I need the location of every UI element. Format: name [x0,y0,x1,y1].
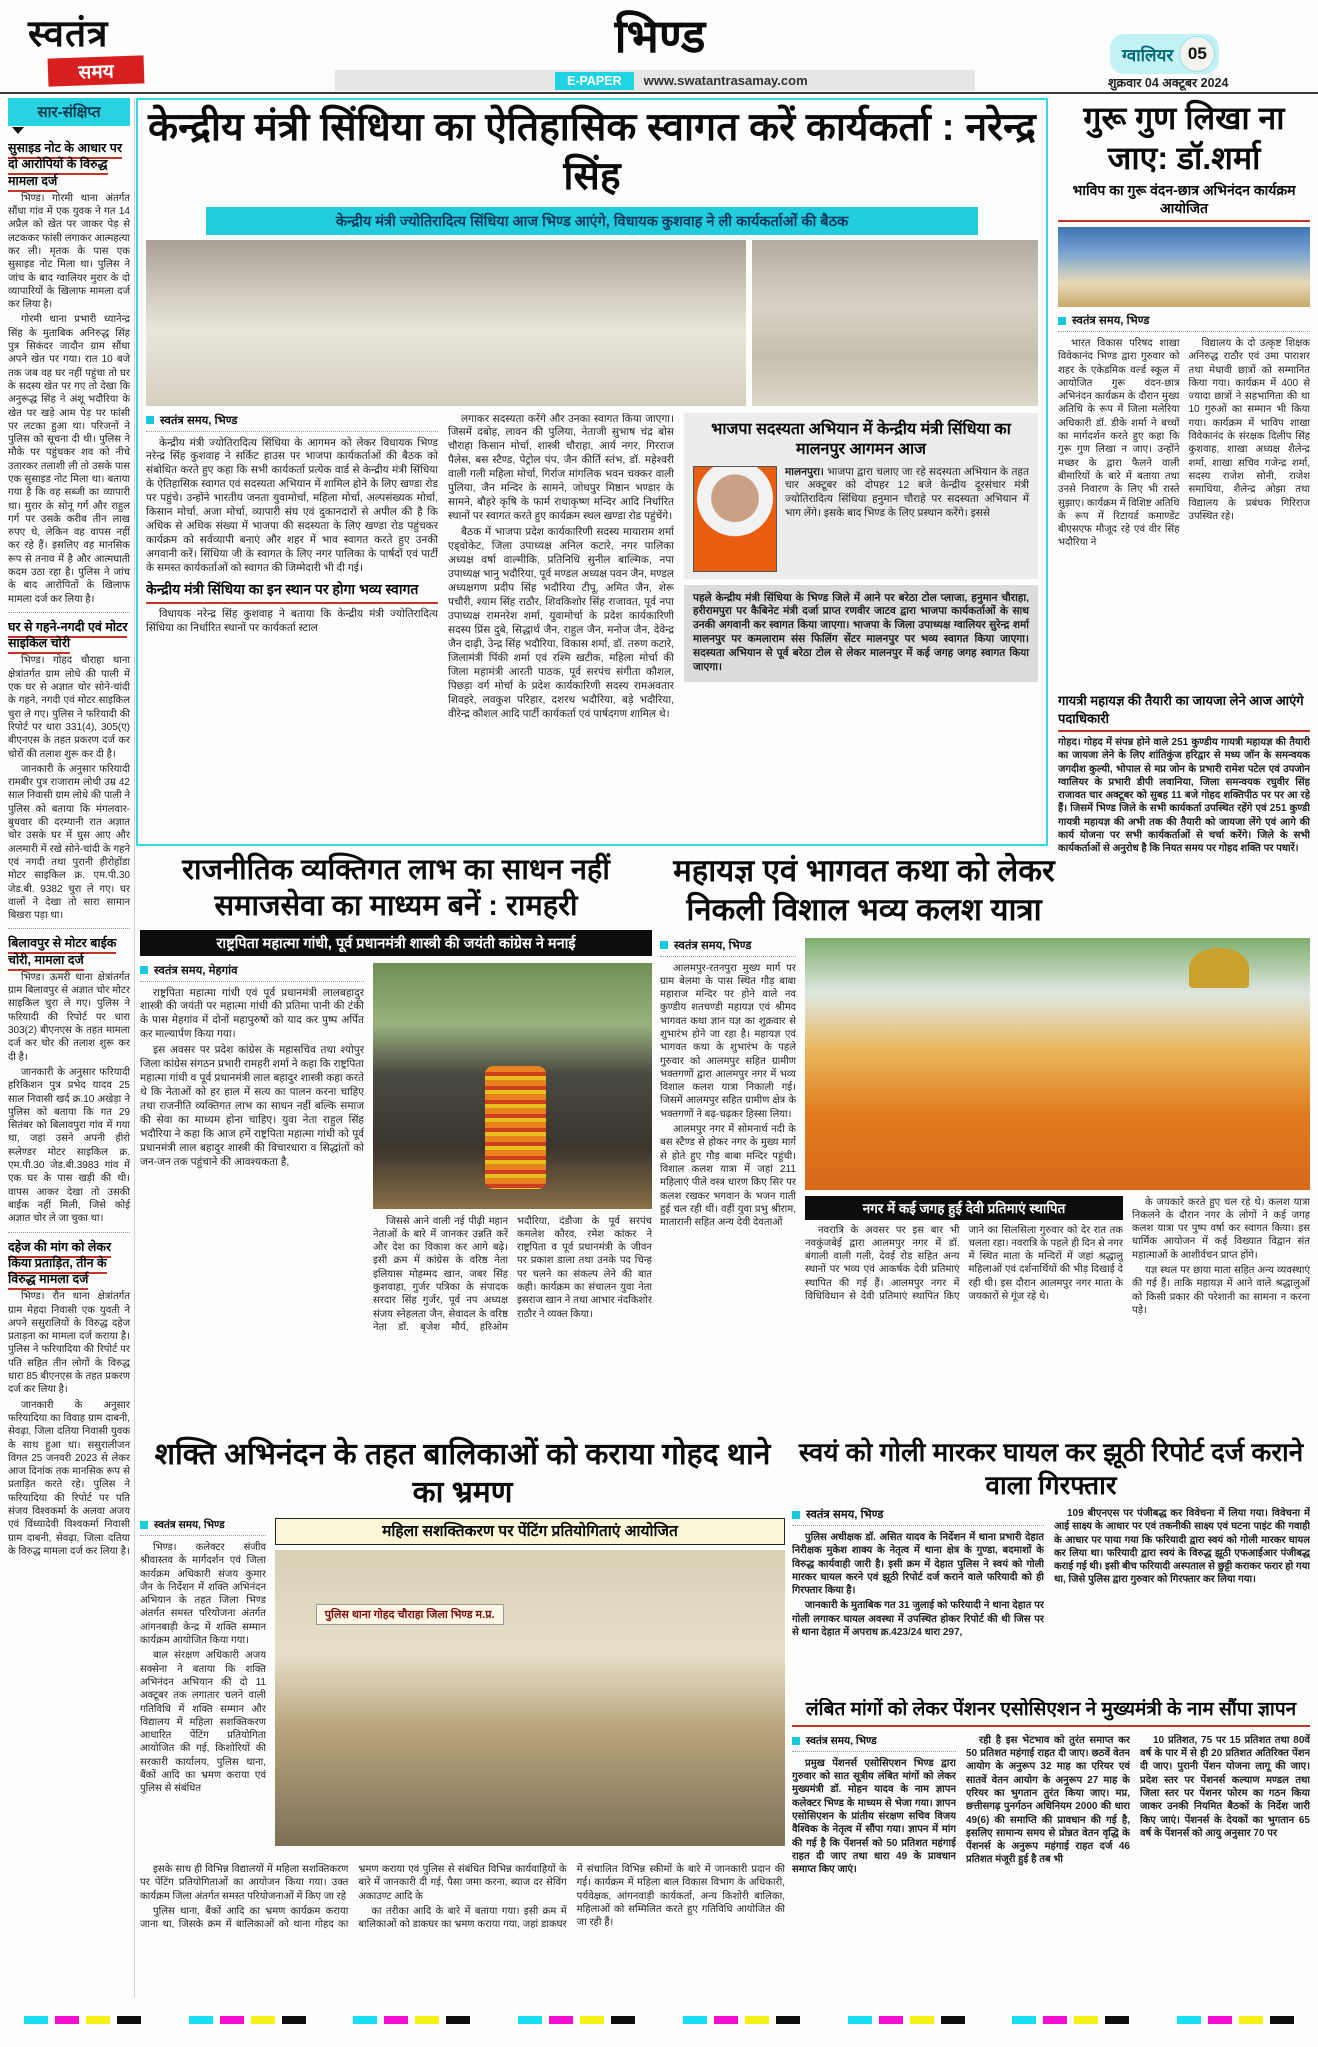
paragraph: विद्यालय के दो उत्कृष्ट शिक्षक अनिरुद्ध राठौर एवं उमा पाराशर तथा मेधावी छात्रों को सम्मानित किया गया। कार्यक्रम में 400 से ज्यादा छात्रों ने सहभागिता की था 10 गुरुओं का सम्मान भी किया गया। कार्यक्रम में भाविप शाखा विवेकानंद के संरक्षक दिलीप सिंह कुशवाह, शाखा अध्यक्ष शैलेन्द्र शर्मा, शाखा सचिव गजेन्द्र शर्मा, सदस्य राजेश सोनी, राजेश समाधिया, शैलेन्द्र ओझा तथा विद्यालय के प्रबंधक गिरिराज उपस्थित रहे। [1188,338,1310,522]
photo-kalash-yatra-procession [805,938,1310,1190]
paragraph: यज्ञ स्थल पर छाया माता सहित अन्य व्यवस्थाएं की गई हैं। ताकि महायज्ञ में आने वाले श्रद्धालुओं को किसी प्रकार की परेशानी का सामना न करना पड़े। [1132,1264,1310,1316]
lead-column-2 [448,413,674,785]
sidebar-title: सार-संक्षिप्त [8,98,130,126]
paragraph: भारत विकास परिषद शाखा विवेकानंद भिण्ड द्वारा गुरुवार को शहर के एकेडमिक वर्ल्ड स्कूल में आयोजित गुरू वंदन-छात्र अभिनंदन कार्यक्रम के दौरान मुख्य अतिथि के रूप में जिला मलेरिया अधिकारी डॉ. डीके शर्मा ने बच्चों का मार्गदर्शन करते हुए कहा कि गुरू गुण लिखा न जाए। उन्होंने मच्छर के द्वारा फैलने वाली बीमारियों के बारे में बताया तथा उनसे निवारण के लिए भी रास्ते सुझाए। कार्यक्रम में विशिष्ट अतिथि के रूप में रिटायर्ड कमाण्डेंट बीएसएफ मौजूद रहे एवं वीर सिंह भदौरिया ने [1058,338,1180,549]
byline-bullet-icon [140,966,148,974]
guru-headline: गुरू गुण लिखा ना जाए: डॉ.शर्मा [1083,100,1285,176]
byline-bullet-icon [146,416,154,424]
paragraph: भिण्ड। गोहद चौराहा थाना क्षेत्रांतर्गत ग्राम लोधे की पाली में एक घर से अज्ञात चोर सोने-चांदी के गहने, नगदी एवं मोटर साइकिल चुरा ले गए। पुलिस ने फरियादी की रिपोर्ट पर धारा 331(4), 305(ए) बीएनएस के तहत प्रकरण दर्ज कर चोरों की तलाश शुरू कर दी है। [8,655,130,760]
paragraph: विधायक नरेन्द्र सिंह कुशवाह ने बताया कि केन्द्रीय मंत्री ज्योतिरादित्य सिंधिया का निर्धारित स्थानों पर कार्यकर्ता स्टाल [146,608,438,634]
byline-bullet-icon [1058,317,1066,325]
cmyk-bar [24,2016,141,2024]
byline-bullet-icon [660,941,668,949]
paragraph: पुलिस अधीक्षक डॉ. असित यादव के निर्देशन में थाना प्रभारी देहात निरीक्षक मुकेश शाक्य के नेतृत्व में थाना क्षेत्र के गुण्डा, बदमाशों के विरुद्ध कार्यवाही जारी है। इसी क्रम में देहात पुलिस ने स्वयं को गोली मारकर घायल करने एवं झूठी रिपोर्ट दर्ज कराने वाले फरियादी को ही गिरफ्तार किया है। [792,1532,1044,1597]
shakti-headline: शक्ति अभिनंदन के तहत बालिकाओं को कराया गोहद थाने का भ्रमण [154,1438,771,1509]
pensioner-body [792,1734,1310,1984]
paragraph: जानकारी के मुताबिक गत 31 जुलाई को फरियादी ने थाना देहात पर गोली लगाकर घायल अवस्था में उपस्थित होकर रिपोर्ट की थी जिस पर से थाना देहात में अपराध क्र.423/24 धारा 297, [792,1600,1044,1639]
congress-headline: राजनीतिक व्यक्तिगत लाभ का साधन नहीं समाजसेवा का माध्यम बनें : रामहरी [182,854,610,923]
paragraph: भाजपा द्वारा चलाए जा रहे सदस्यता अभियान के तहत चार अक्टूबर को दोपहर 12 बजे केन्द्रीय दूरसंचार मंत्री ज्योतिरादित्य सिंधिया हनुमान चौराहे पर सदस्यता अभियान में भाग लेंगे। इसके बाद भिण्ड के लिए प्रस्थान करेंगे। इससे [785,465,1029,520]
paragraph: बाल संरक्षण अधिकारी अजय सक्सेना ने बताया कि शक्ति अभिनंदन अभियान की दो 11 अक्टूबर तक लगातार चलने वाली गतिविधि में शक्ति सम्मान और विद्यालय में महिला सशक्तिकरण आधारित पेंटिंग प्रतियोगिता आयोजित की गई, किशोरियों की सरकारी कार्यालय, पुलिस थाना, बैंकों आदि का भ्रमण कराया एवं पुलिस से संबंधित [140,1650,266,1795]
photo-bjp-meeting [146,240,746,406]
pensioner-article[interactable] [792,1698,1310,2004]
lead-headline: केन्द्रीय मंत्री सिंधिया का ऐतिहासिक स्वागत करें कार्यकर्ता : नरेन्द्र सिंह [148,106,1036,198]
box-body-row [693,466,1029,572]
byline: स्वतंत्र समय, भिण्ड [146,413,438,432]
lead-body [146,413,1038,785]
congress-right [373,963,652,1393]
paragraph: नवरात्रि के अवसर पर इस बार भी नवकुंजबेई द्वारा आलमपुर नगर में डॉ. बंगाली वाली गली, देवई रोड सहित अन्य स्थानों पर भव्य एवं आकर्षक देवी प्रतिमाएं स्थापित की गई हैं। आलमपुर नगर में विधिविधान से देवी प्रतिमाएं स्थापित किए जाने का सिलसिला गुरुवार को देर रात तक चलता रहा। नवरात्रि के पहले ही दिन से नगर में स्थित माता के मन्दिरों में जहां श्रद्धालु महिलाओं एवं दर्शनार्थियों की भीड़ दिखाई दे रही थी। इस दौरान आलमपुर नगर माता के जयकारों से गूंज रहे थे। [805,1224,1123,1302]
cmyk-bar [848,2016,965,2024]
kalash-column-1 [660,938,796,1376]
photo-guru-vandan-event [1058,227,1310,307]
false-fir-headline: स्वयं को गोली मारकर घायल कर झूठी रिपोर्ट दर्ज कराने वाला गिरफ्तार [798,1437,1304,1500]
paragraph: रही है इस भेटभाव को तुरंत समाप्त कर 50 प्रतिशत महंगाई राहत दी जाए। छठवें वेतन आयोग के अनुरूप 32 माह का एरियर एवं सातवें वेतन आयोग के अनुरूप 27 माह के एरियर का भुगतान तुरंत किया जाए। मप्र, छत्तीसगढ़ पुनर्गठन अधिनियम 2000 की धारा 49(6) की समाप्ति की प्रावधान की गई है, इसलिए सामान्य समय से प्रोन्नत वेतन वृद्धि के पेंशनर्स के अनुरूप महंगाई राहत दर्ज 46 प्रतिशत मंजूरी हुई है तब भी [966,1734,1130,1866]
sidebar-story-body [8,1290,130,1558]
paragraph: केन्द्रीय मंत्री ज्योतिरादित्य सिंधिया के आगमन को लेकर विधायक भिण्ड नरेन्द्र सिंह कुशवाह ने सर्किट हाउस पर भाजपा कार्यकर्ताओं की बैठक को संबोधित करते हुए कहा कि सभी कार्यकर्ता प्रत्येक वार्ड से केन्द्रीय मंत्री सिंधिया के ऐतिहासिक स्वागत एवं सदस्यता अभियान में शामिल होने के लिए खण्डा रोड पर पहुंचे। उन्होंने भारतीय जनता युवामोर्चा, महिला मोर्चा, अल्पसंख्यक मोर्चा, किसान मोर्चा, अजा मोर्चा, व्यापारी संघ एवं दुकानदारों से अपील की है कि अधिक से अधिक संख्या में भाजपा की सदस्यता के लिए खण्डा रोड पहुंचकर कार्यक्रम को सर्वव्यापी बनाएं और शहर में भाव स्वागत करते हुए उनकी अगवानी करें। सिंधिया जी के स्वागत के लिए नगर पालिका के पार्षदों एवं पार्टी के समस्त कार्यकर्ताओं को स्वागत की जिम्मेदारी भी दी गई। [146,436,438,575]
page-city-title: भिण्ड [614,10,706,62]
sidebar-story-1[interactable] [8,140,130,606]
temple-dome-decor [1189,948,1249,988]
dateline: मालनपुरा। [785,465,824,478]
byline-bullet-icon [792,1511,800,1519]
guru-body [1058,337,1310,685]
congress-column-1 [140,963,364,1393]
congress-jayanti-article[interactable] [140,852,652,1430]
cmyk-bar [1177,2016,1294,2024]
cmyk-bar [1012,2016,1129,2024]
garland-decor [485,1066,546,1189]
byline: स्वतंत्र समय, भिण्ड [792,1734,956,1752]
paragraph: पुलिस थाना, बैंकों आदि का भ्रमण कार्यक्रम कराया जाना था, जिसके क्रम में बालिकाओं को थाना गोहद का भ्रमण कराया एवं पुलिस से संबंधित विभिन्न कार्यवाहियों के बारे में जानकारी दी गई, पैसा जमा करना, ब्याज दर सेविंग अकाउण्ट आदि के [140,1864,567,1931]
photo-gohad-police-station-visit [275,1550,785,1846]
paragraph: आलमपुर नगर में सोमनार्थ नदी के बस स्टैण्ड से होकर नगर के मुख्य मार्ग से होते हुए गौड़ बाबा मन्दिर पहुंची। विशाल कलश यात्रा में जहां 211 महिलाएं पीले वस्त्र धारण किए सिर पर कलश रखकर भगवान के भजन गाती हुई चल रही थीं। वहीं युवा प्रभु श्रीराम, मातारानी सहित अन्य देवी देवताओं [660,1124,796,1229]
box-headline: भाजपा सदस्यता अभियान में केन्द्रीय मंत्री सिंधिया का मालनपुर आगमन आज [711,420,1011,458]
newspaper-logo [28,6,144,85]
paragraph: भिण्ड। कलेक्टर संजीव श्रीवास्तव के मार्गदर्शन एवं जिला कार्यक्रम अधिकारी संजय कुमार जैन के निर्देशन में शक्ति अभिनंदन अभियान के तहत जिला भिण्ड अंतर्गत समस्त परियोजना अंतर्गत आंगनबाड़ी केन्द्र में शक्ति सम्मान कार्यक्रम आयोजित किया गया। [140,1542,266,1647]
photo-workers-gathering [752,240,1038,406]
page-number: 05 [1179,36,1215,72]
paragraph: 10 प्रतिशत, 75 पर 15 प्रतिशत तथा 80वें वर्ष के पार में से ही 20 प्रतिशत अतिरिक्त पेंशन दी जाए। पुरानी पेंशन योजना लागू की जाए। प्रदेश स्तर पर पेंशनर्स कल्याण मण्डल तथा जिला स्तर पर पेंशनर फोरम का गठन किया जाकर उनकी नियमित बैठकों के निर्देश जारी किए जाएं। पेंशनर्स के देयकों का भुगतान 65 वर्ष के पेंशनर्स को आयु अनुसार 70 पर [1140,1734,1310,1839]
welcome-route-box: पहले केन्द्रीय मंत्री सिंधिया के भिण्ड जिले में आने पर बरेठा टोल प्लाजा, हनुमान चौराहा, हरीरामपुरा पर कैबिनेट मंत्री दर्जा प्राप्त रणवीर जाटव द्वारा भाजपा कार्यकर्ताओं के साथ उनकी अगवानी कर स्वागत किया जाएगा। भाजपा के जिला उपाध्यक्ष ग्वालियर सुरेन्द्र शर्मा मालनपुर पर कमलाराम संस फिलिंग सेंटर मालनपुर पर भव्य स्वागत किया जाएगा। सदस्यता अभियान से पूर्व बरेठा टोल से लेकर मालनपुर में कई जगह जगह स्वागत किया जाएगा। [684,585,1038,683]
cmyk-bar [353,2016,470,2024]
byline: स्वतंत्र समय, भिण्ड [140,1518,266,1536]
paragraph: आलमपुर-रतनपुरा मुख्य मार्ग पर ग्राम बेलमा के पास स्थित गौड़ बाबा महाराज मन्दिर पर होने वाले नव कुण्डीय शतचण्डी महायज्ञ एवं श्रीमद भागवत कथा ज्ञान यज्ञ का शुक्रवार से शुभारंभ होने जा रहा है। महायज्ञ एवं भागवत कथा के शुभारंभ के पहले गुरुवार को आलमपुर सहित ग्रामीण भक्तगणों द्वारा आलमपुर नगर में भव्य विशाल कलश यात्रा निकाली गई। जिसमें आलमपुर सहित ग्रामीण क्षेत्र के भक्तगणों ने बढ़-चढ़कर हिस्सा लिया। [660,962,796,1120]
kalash-yatra-article[interactable] [660,852,1310,1430]
sidebar-story-body [8,971,130,1226]
cmyk-bar [518,2016,635,2024]
edition-date: शुक्रवार 04 अक्टूबर 2024 [1108,76,1229,90]
header-strip [335,70,975,91]
paragraph: राष्ट्रपिता महात्मा गांधी एवं पूर्व प्रधानमंत्री लालबहादुर शास्त्री की जयंती पर महात्मा गांधी की प्रतिमा पानी की टंकी के पास मेहगांव में दोनों महापुरुषों को याद कर पुष्प अर्पित कर माल्यार्पण किया गया। [140,986,364,1041]
lead-strap: केन्द्रीय मंत्री ज्योतिरादित्य सिंधिया आज भिण्ड आएंगे, विधायक कुशवाह ने ली कार्यकर्ताओं की बैठक [206,207,978,235]
shakti-caption: महिला सशक्तिकरण पर पेंटिंग प्रतियोगिताएं आयोजित [275,1518,785,1545]
paragraph: भिण्ड। ऊमरी थाना क्षेत्रांतर्गत ग्राम बिलावपुर से अज्ञात चोर मोटर साइकिल चुरा ले गए। पुलिस ने फरियादी की रिपोर्ट पर धारा 303(2) बीएनएस के तहत मामला दर्ज कर चोर की तलाश शुरू कर दी है। [8,971,130,1063]
edition-badge [1110,34,1219,74]
paragraph: इसके साथ ही विभिन्न विद्यालयों में महिला सशक्तिकरण पर पेंटिंग प्रतियोगिताओं का आयोजन किया गया। उक्त कार्यक्रम जिला अंतर्गत समस्त परियोजनाओं में किए जा रहे [140,1864,349,1902]
sidebar-story-body [8,192,130,606]
print-registration-bars [0,2016,1318,2024]
byline: स्वतंत्र समय, भिण्ड [1058,313,1310,332]
paragraph: जिससे आने वाली नई पीढ़ी महान नेताओं के बारे में जानकर उन्नति करें और देश का विकाश कर आगे बढ़े। इसी क्रम में कांग्रेस के वरिष्ठ नेता इलियास मोहम्मद खान, जबर सिंह कुशवाहा, गुर्जर पत्रिका के संपादक सरदार सिंह गुर्जर, पूर्व नप अध्यक्ष संजय स्नेहलता जैन, सेवादल के वरिष्ठ नेता डॉ. बृजेश मौर्य, हरिओम भदौरिया, दंडौजा के पूर्व सरपंच कमलेश कौरव, रमेश कांकर ने राष्ट्रपिता व पूर्व प्रधानमंत्री के जीवन पर प्रकाश डाला तथा उनके पद चिन्ह पर चलने का संकल्प लेने की बात कही। कार्यक्रम का संचालन युवा नेता इसराज खान ने तथा आभार नंदकिशोर राठौर ने व्यक्त किया। [373,1215,652,1333]
false-fir-body [792,1507,1310,1677]
triangle-marker-icon [12,127,24,134]
sidebar-story-3[interactable] [8,935,130,1225]
sidebar-story-headline: दहेज की मांग को लेकर किया प्रताड़ित, तीन के विरुद्ध मामला दर्ज [8,1239,130,1288]
false-fir-column-1 [792,1507,1044,1677]
shakti-column-1 [140,1518,266,1856]
guru-strap: भाविप का गुरू वंदन-छात्र अभिनंदन कार्यक्रम आयोजित [1058,182,1310,222]
devi-pratima-body [805,1224,1123,1366]
gayatri-headline: गायत्री महायज्ञ की तैयारी का जायजा लेने आज आएंगे पदाधिकारी [1058,691,1310,732]
paragraph: जानकारी के अनुसार फरियादिया का विवाह ग्राम दाबनी, सेवढ़ा, जिला दतिया निवासी युवक के साथ हुआ था। ससुरालीजन विगत 25 जनवरी 2023 से लेकर आज दिनांक तक मानसिक रूप से प्रताड़ित करते रहे। पुलिस ने फरियादिया की रिपोर्ट पर पति संजय विश्वकर्मा के अलवा अजय एवं विंध्यादेवी विश्वकर्मा निवासी ग्राम दाबनी, सेवढ़ा, जिला दतिया के विरुद्ध मामला दर्ज कर लिया है। [8,1399,130,1557]
paragraph: प्रमुख पेंशनर्स एसोसिएशन भिण्ड द्वारा गुरुवार को सात सूत्रीय लंबित मांगों को लेकर मुख्यमंत्री डॉ. मोहन यादव के नाम ज्ञापन कलेक्टर भिण्ड के माध्यम से भेजा गया। ज्ञापन एसोसिएशन के प्रांतीय संरक्षण सचिव विजय वैश्विक के नेतृत्व में सौंपा गया। ज्ञापन में मांग की गई है कि पेंशनर्स को 50 प्रतिशत महंगाई राहत दी जाए तथा धारा 49 के प्रावधान समाप्त किए जाएं। [792,1757,956,1876]
cmyk-bar [683,2016,800,2024]
sidebar-briefs [8,98,135,1998]
sidebar-story-headline: बिलावपुर से मोटर बाईक चोरी, मामला दर्ज [8,935,130,968]
shakti-abhinandan-article[interactable] [140,1436,785,2008]
devi-pratima-block [805,1196,1123,1368]
paragraph: गोरमी थाना प्रभारी ध्यानेन्द्र सिंह के मुताबिक अनिरुद्ध सिंह पुत्र सिकंदर जादौन ग्राम सौंधा अपने खेत पर गया। रात 10 बजे तक जब वह घर नहीं पहुंचा तो घर के सदस्य खेत पर गए तो देखा कि अनुरूद्ध सिंह ने अंशू भदौरिया के खेत पर खड़े आम पेड़ पर फांसी पर लटका हुआ था। परिजनों ने पुलिस को सूचना दी थी। पुलिस ने मौके पर पहुंचकर शव को नीचे उतारकर तलाशी ली तो उसके पास एक सुसाइड नोट मिला था। बताया गया है कि वह सब्जी का व्यापारी था। मुरार के सोनू गर्ग और राहुल गर्ग पर उसके करीब तीन लाख रुपए थे, लेकिन वह वापस नहीं कर रहे हैं। इसलिए वह मानसिक रूप से तनाव में है और आत्मघाती कदम उठा रहा है। पुलिस ने जांच के बाद आरोपितों के खिलाफ मामला दर्ज कर लिया है। [8,314,130,605]
paragraph: इस अवसर पर प्रदेश कांग्रेस के महासचिव तथा श्योपुर जिला कांग्रेस संगठन प्रभारी रामहरी शर्मा ने कहा कि राष्ट्रपिता महात्मा गांधी व पूर्व प्रधानमंत्री लाल बहादुर शास्त्री कहा करते थे कि नेताओं को हर हाल में सत्य का पालन करना चाहिए तथा राजनीति व्यक्तिगत लाभ का साधन नहीं बल्कि समाज की सेवा का माध्यम होना चाहिए। युवा नेता राहुल सिंह भदौरिया ने कहा कि आज हमें राष्ट्रपिता महात्मा गांधी को पूर्व प्रधानमंत्री लाल बहादुर शास्त्री की विचारधारा व सिद्धांतों को जन-जन तक पहुंचाने की आवश्यकता है, [140,1044,364,1168]
photo-scindia-portrait [693,466,777,572]
photo-gandhi-statue-garlanding [373,963,652,1209]
false-fir-article[interactable] [792,1436,1310,1692]
lead-column-3 [684,413,1038,785]
sidebar-story-headline: सुसाइड नोट के आधार पर दो आरोपियों के विरुद्ध मामला दर्ज [8,140,130,189]
byline: स्वतंत्र समय, भिण्ड [792,1507,1044,1526]
paragraph: बैठक में भाजपा प्रदेश कार्यकारिणी सदस्य मायाराम शर्मा एड्वोकेट, जिला उपाध्यक्ष अनिल कटारे, नगर पालिका अध्यक्ष वर्षा वाल्मीकि, प्रतिनिधि सुनील बाल्मिक, नपा उपाध्यक्ष भानु भदौरिया, पूर्व मण्डल अध्यक्ष पवन जैन, मण्डल अध्यक्षगण प्रदीप सिंह भदौरिया टीपू, अमित जैन, शेरू पचौरी, श्याम सिंह राठौर, शिवकिशोर सिंह राजावत, पूर्व नपा उपाध्यक्ष रामनरेश शर्मा, युवामोर्चा के प्रदेश कार्यकारिणी सदस्य प्रिंस दुबे, सिद्धार्थ जैन, राहुल जैन, मनोज जैन, देवेन्द्र जैन दाढ़ी, उेन्द्र सिंह भदौरिया, विकास शर्मा, डॉ. तरुण कटारे, जिलामंत्री पिंकी शर्मा एवं रश्मि खटीक, महिला मोर्चा की जिला महामंत्री आरती पाठक, पूर्व सरपंच संगीता कौशल, पिछड़ा वर्ग मोर्चा के प्रदेश कार्यकारिणी सदस्य रामअवतार शिवहरे, लवकुश परिहार, दशरथ भदौरिया, बड़े भदौरिया, वीरेन्द्र कौशल आदि पार्टी कार्यकर्ता एवं पार्षदगण शामिल थे। [448,526,674,720]
sidebar-story-body [8,654,130,922]
lead-photos [146,240,1038,406]
pensioner-column-1 [792,1734,956,1984]
byline-bullet-icon [140,1521,148,1529]
paragraph: जानकारी के अनुसार फरियादी रामबीर पुत्र राजाराम लोधी उम्र 42 साल निवासी ग्राम लोधे की पाली ने पुलिस को बताया कि मंगलवार-बुधवार की दरम्यानी रात अज्ञात चोर उसके घर में घुस आए और अलमारी में रखे सोने-चांदी के गहने एवं नगदी तथा पुरानी हीरोहोंडा मोटर साइकिल क्र. एम.पी.30 जेड.बी. 9382 चुरा ले गए। घर वालों ने देखा तो सारा सामान बिखरा पड़ा था। [8,763,130,922]
header-divider [0,92,1318,94]
kalash-body [660,938,1310,1376]
kalash-tail-column [1132,1196,1310,1368]
lead-subhead: केन्द्रीय मंत्री सिंधिया का इन स्थान पर होगा भव्य स्वागत [146,580,438,604]
shakti-center [275,1518,785,1856]
paragraph: के जयकारे करते हुए चल रहे थे। कलश यात्रा निकलने के दौरान नगर के लोगों ने कई जगह कलश यात्रा पर पुष्प वर्षा कर स्वागत किया। इस धार्मिक आयोजन में कई विख्यात विद्वान संत महात्माओं के आशीर्वचन प्राप्त होंगे। [1132,1196,1310,1261]
paragraph: जानकारी के अनुसार फरियादी हरिकिशन पुत्र प्रभेद यादव 25 साल निवासी खर्द क्र.10 अखेड़ा ने पुलिस को बताया कि गत 29 सितंबर को बिलावपुरा गांव में गया था, जहां उसने अपनी हीरो स्प्लेण्डर मोटर साइकिल क्र. एम.पी.30 जेड.बी.3983 गांव में एक घर के पास खड़ी की थी। वापस आकर देखा तो उसकी बाईक नहीं मिली, जिसे कोई अज्ञात चोर ले जा चुका था। [8,1066,130,1225]
kalash-right [805,938,1310,1376]
paragraph: लगाकर सदस्यता करेंगे और उनका स्वागत किया जाएगा। जिसमें दबोह, लावन की पुलिया, नेताजी सुभाष चंद्र बोस चौराहा किसान मोर्चा, शास्त्री चौराहा, आर्य नगर, गिरराज पैलेस, बस स्टैण्ड, पेट्रोल पंप, जैन कीर्ति स्तंभ, डॉ. महेश्वरी वाली गली महिला मोर्चा, गिर्राज मांगलिक भवन चक्कर वाली पुलिया, जैन मन्दिर के सामने, जोधपुर मिष्ठान भण्डार के सामने, बौहरे कृषि के फार्म राधाकृष्ण मन्दिर आदि निर्धारित स्थानों पर स्वागत करते हुए कार्यक्रम स्थल खण्डा रोड पहुंचेंगे। [448,412,674,523]
divider [8,1232,130,1233]
congress-column-2 [373,1215,652,1383]
shakti-body [140,1518,785,1856]
byline-bullet-icon [792,1737,800,1745]
byline: स्वतंत्र समय, मेहगांव [140,963,364,982]
lead-column-1 [146,413,438,785]
kalash-subsection [805,1196,1310,1368]
divider [8,612,130,613]
edition-name: ग्वालियर [1122,45,1174,65]
sidebar-story-headline: घर से गहने-नगदी एवं मोटर साइकिल चोरी [8,619,130,652]
paragraph: भिण्ड। गोरमी थाना अंतर्गत सौंधा गांव में एक युवक ने गत 14 अप्रैल को खेत पर जाकर पेड़ से लटककर फांसी लगाकर आत्महत्या कर ली। मृतक के पास एक सुसाइड नोट मिला था। पुलिस ने जांच के बाद ग्वालियर मुरार के दो व्यापारियों के खिलाफ मामला दर्ज कर लिया है। [8,192,130,311]
pensioner-headline: लंबित मांगों को लेकर पेंशनर एसोसिएशन ने मुख्यमंत्री के नाम सौंपा ज्ञापन [792,1698,1310,1727]
logo-line2: समय [48,55,145,86]
devi-pratima-subhead: नगर में कई जगह हुई देवी प्रतिमाएं स्थापित [805,1196,1123,1220]
false-fir-column-2 [1054,1507,1310,1677]
epaper-badge[interactable]: E-PAPER [555,72,634,90]
paragraph: का तरीका आदि के बारे में बताया गया। इसी क्रम में बालिकाओं को डाकघर का भ्रमण कराया गया, जहां डाकघर में संचालित विभिन्न स्कीमों के बारे में जानकारी प्रदान की गई। कार्यक्रम में महिला बाल विकास विभाग के अधिकारी, पर्यवेक्षक, आंगनवाड़ी कार्यकर्ता, अन्य किशोरी बालिका, महिलाओं को सम्मिलित करते हुए गतिविधि आयोजित की जा रही हैं। [358,1864,785,1931]
divider [8,928,130,929]
pensioner-column-3 [1140,1734,1310,1984]
congress-strap: राष्ट्रपिता महात्मा गांधी, पूर्व प्रधानमंत्री शास्त्री की जयंती कांग्रेस ने मनाई [140,930,652,956]
pensioner-column-2 [966,1734,1130,1984]
guru-article[interactable] [1058,98,1310,904]
logo-line1: स्वतंत्र [28,13,109,54]
byline: स्वतंत्र समय, भिण्ड [660,938,796,957]
sidebar-story-2[interactable] [8,619,130,922]
congress-body [140,963,652,1393]
kalash-headline: महायज्ञ एवं भागवत कथा को लेकर निकली विशाल भव्य कलश यात्रा [673,853,1055,927]
sidebar-story-4[interactable] [8,1239,130,1559]
bjp-membership-box [684,413,1038,579]
gayatri-body: गोहद। गोहद में संपन्न होने वाले 251 कुण्डीय गायत्री महायज्ञ की तैयारी का जायजा लेने के लिए शांतिकुंज हरिद्वार से मध्य जॉन के समन्वयक जगदीश कुल्यी, भोपाल से मप्र जोन के प्रभारी रामेश पटेल एवं उपजोन ग्वालियर के प्रभारी डीपी लवानिया, जिला समन्वयक रघुवीर सिंह राजावत चार अक्टूबर को सुबह 11 बजे गोहद शक्तिपीठ पर पर आ रहे हैं। जिसमें भिण्ड जिले के सभी कार्यकर्ता उपस्थित रहेंगे एवं 251 कुण्डी गायत्री महायज्ञ की अभी तक की तैयारी को जायजा लेंगे एवं आगे की कार्य योजना पर सभी कार्यकर्ताओं से चर्चा करेंगे। जिले के सभी कार्यकर्ताओं से अनुरोध है कि नियत समय पर गोहद शक्ति पर पधारें। [1058,737,1310,855]
shakti-bottom-columns [140,1863,785,2001]
cmyk-bar [189,2016,306,2024]
paragraph: भिण्ड। रौन थाना क्षेत्रांतर्गत ग्राम मेहदा निवासी एक युवती ने अपने ससुरालियों के विरुद्ध दहेज प्रताड़ना का मामला दर्ज कराया है। पुलिस ने फरियादिया की रिपोर्ट पर पति सहित तीन लोगों के विरुद्ध धारा 85 बीएनएस के तहत प्रकरण दर्ज कर लिया है। [8,1291,130,1396]
lead-article[interactable] [136,98,1048,846]
website-link[interactable]: www.swatantrasamay.com [643,73,808,88]
police-station-board: पुलिस थाना गोहद चौराहा जिला भिण्ड म.प्र. [316,1604,504,1625]
paragraph: 109 बीएनएस पर पंजीबद्ध कर विवेचना में लिया गया। विवेचना में आई साक्ष्य के आधार पर एवं तकनीकी साक्ष्य एवं घटना पाइंट की गवाही के आधार पर पाया गया कि फरियादी द्वारा स्वयं को गोली मारकर घायल कर लिया था। फरियादी द्वारा स्वयं के विरुद्ध झूठी एफआईआर पंजीबद्ध कराई गई थी। इसी बीच फरियादी अस्पताल से छुट्टी कराकर फरार हो गया था, जिसे पुलिस द्वारा गुरुवार को गिरफ्तार कर लिया गया। [1054,1508,1310,1586]
